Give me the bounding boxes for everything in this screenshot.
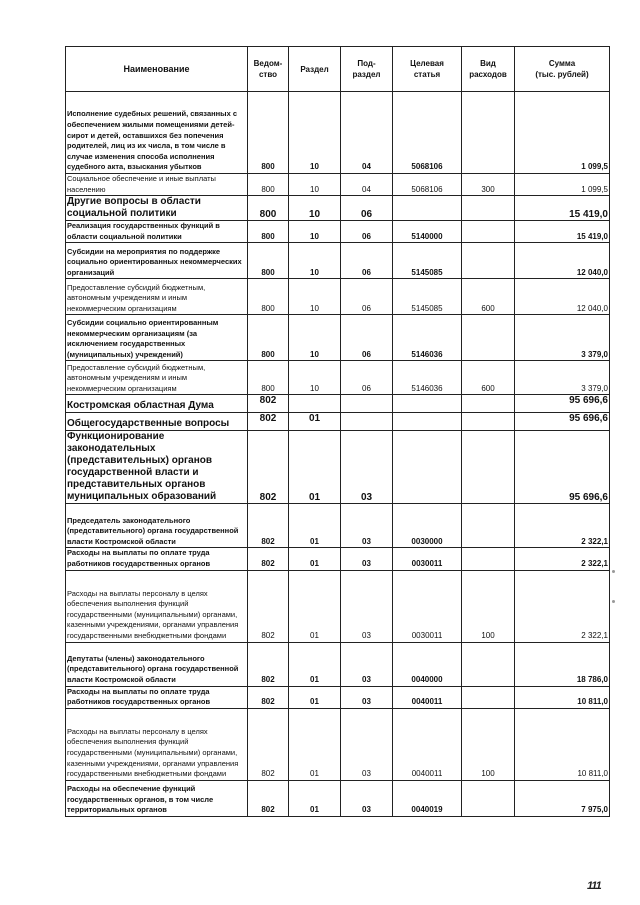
row-vid: 600 xyxy=(462,361,515,395)
row-sum: 95 696,6 xyxy=(515,413,610,431)
row-name: Функционирование законодательных (представительных) органов государственной власти и представительных органов муниципальных образований xyxy=(66,431,248,504)
table-row xyxy=(66,504,610,548)
row-razdel: 01 xyxy=(289,504,341,548)
row-ved: 802 xyxy=(248,642,289,686)
row-target: 0040011 xyxy=(393,686,462,708)
row-sum: 12 040,0 xyxy=(515,279,610,315)
row-podrazdel: 03 xyxy=(341,780,393,816)
row-vid xyxy=(462,548,515,570)
row-ved: 800 xyxy=(248,174,289,196)
table-row xyxy=(66,686,610,708)
header-sum: Сумма (тыс. рублей) xyxy=(515,47,610,92)
header-ved: Ведом- ство xyxy=(248,47,289,92)
row-vid xyxy=(462,686,515,708)
row-vid: 300 xyxy=(462,174,515,196)
row-sum: 15 419,0 xyxy=(515,221,610,243)
scan-speck xyxy=(612,600,615,603)
header-vid: Вид расходов xyxy=(462,47,515,92)
row-target xyxy=(393,395,462,413)
table-row xyxy=(66,243,610,279)
row-razdel: 01 xyxy=(289,413,341,431)
row-vid: 100 xyxy=(462,570,515,642)
table-row xyxy=(66,92,610,174)
row-ved: 800 xyxy=(248,92,289,174)
row-razdel: 01 xyxy=(289,708,341,780)
row-podrazdel: 06 xyxy=(341,243,393,279)
header-row xyxy=(66,47,610,92)
row-ved: 802 xyxy=(248,504,289,548)
row-name: Субсидии на мероприятия по поддержке социально ориентированных некоммерческих организаций xyxy=(66,243,248,279)
row-razdel: 01 xyxy=(289,780,341,816)
row-sum: 2 322,1 xyxy=(515,504,610,548)
header-target: Целевая статья xyxy=(393,47,462,92)
table-row xyxy=(66,780,610,816)
table-row xyxy=(66,361,610,395)
row-vid xyxy=(462,315,515,361)
row-target xyxy=(393,196,462,221)
row-name: Расходы на выплаты персоналу в целях обеспечения выполнения функций государственными (муниципальными) органами, казенными учреждениями, органами управления государственными внебюджетными фондами xyxy=(66,708,248,780)
budget-table xyxy=(65,46,610,817)
table-row xyxy=(66,431,610,504)
row-name: Социальное обеспечение и иные выплаты населению xyxy=(66,174,248,196)
row-sum: 10 811,0 xyxy=(515,686,610,708)
row-name: Костромская областная Дума xyxy=(66,395,248,413)
row-podrazdel: 04 xyxy=(341,92,393,174)
row-razdel: 10 xyxy=(289,315,341,361)
row-target: 5146036 xyxy=(393,361,462,395)
row-sum: 10 811,0 xyxy=(515,708,610,780)
row-razdel: 10 xyxy=(289,361,341,395)
row-ved: 802 xyxy=(248,686,289,708)
row-vid xyxy=(462,504,515,548)
row-target: 5145085 xyxy=(393,243,462,279)
row-podrazdel: 03 xyxy=(341,431,393,504)
table-row xyxy=(66,315,610,361)
row-target: 5068106 xyxy=(393,92,462,174)
row-ved: 802 xyxy=(248,570,289,642)
row-podrazdel: 06 xyxy=(341,196,393,221)
row-podrazdel: 03 xyxy=(341,570,393,642)
row-razdel: 01 xyxy=(289,686,341,708)
row-target xyxy=(393,413,462,431)
row-vid xyxy=(462,92,515,174)
row-sum: 3 379,0 xyxy=(515,315,610,361)
row-name: Исполнение судебных решений, связанных с обеспечением жилыми помещениями детей-сирот и детей, оставшихся без попечения родителей, лиц из их числа, в том числе в случае изменения способа исполнения судебного акта, взыскания убытков xyxy=(66,92,248,174)
row-target: 0030011 xyxy=(393,570,462,642)
row-sum: 95 696,6 xyxy=(515,431,610,504)
row-vid xyxy=(462,395,515,413)
row-podrazdel xyxy=(341,413,393,431)
row-target: 5145085 xyxy=(393,279,462,315)
table-row xyxy=(66,570,610,642)
row-podrazdel: 03 xyxy=(341,708,393,780)
row-razdel: 01 xyxy=(289,570,341,642)
page-mark: 111 xyxy=(587,880,601,892)
row-target: 5146036 xyxy=(393,315,462,361)
row-vid xyxy=(462,431,515,504)
row-vid xyxy=(462,642,515,686)
row-sum: 18 786,0 xyxy=(515,642,610,686)
table-row xyxy=(66,196,610,221)
header-name: Наименование xyxy=(66,47,248,92)
row-name: Расходы на выплаты по оплате труда работников государственных органов xyxy=(66,686,248,708)
row-razdel: 10 xyxy=(289,279,341,315)
table-row xyxy=(66,395,610,413)
row-podrazdel: 04 xyxy=(341,174,393,196)
row-razdel: 10 xyxy=(289,92,341,174)
row-sum: 15 419,0 xyxy=(515,196,610,221)
row-ved: 802 xyxy=(248,708,289,780)
row-razdel: 10 xyxy=(289,174,341,196)
row-razdel: 01 xyxy=(289,548,341,570)
row-target: 5068106 xyxy=(393,174,462,196)
row-ved: 800 xyxy=(248,279,289,315)
row-target: 0030000 xyxy=(393,504,462,548)
row-name: Предоставление субсидий бюджетным, автономным учреждениям и иным некоммерческим организациям xyxy=(66,279,248,315)
row-target: 0040019 xyxy=(393,780,462,816)
row-podrazdel: 03 xyxy=(341,548,393,570)
header-razdel: Раздел xyxy=(289,47,341,92)
table-row xyxy=(66,221,610,243)
row-vid: 100 xyxy=(462,708,515,780)
row-target: 0040011 xyxy=(393,708,462,780)
row-sum: 95 696,6 xyxy=(515,395,610,413)
row-ved: 800 xyxy=(248,361,289,395)
row-podrazdel: 03 xyxy=(341,686,393,708)
row-ved: 800 xyxy=(248,243,289,279)
row-razdel: 10 xyxy=(289,221,341,243)
row-vid xyxy=(462,780,515,816)
row-sum: 7 975,0 xyxy=(515,780,610,816)
row-name: Председатель законодательного (представительного) органа государственной власти Костромской области xyxy=(66,504,248,548)
row-ved: 802 xyxy=(248,548,289,570)
row-name: Субсидии социально ориентированным некоммерческим организациям (за исключением государственных (муниципальных) учреждений) xyxy=(66,315,248,361)
table-row xyxy=(66,708,610,780)
row-name: Расходы на выплаты по оплате труда работников государственных органов xyxy=(66,548,248,570)
row-sum: 2 322,1 xyxy=(515,570,610,642)
row-sum: 3 379,0 xyxy=(515,361,610,395)
row-razdel: 10 xyxy=(289,196,341,221)
table-row xyxy=(66,413,610,431)
row-sum: 1 099,5 xyxy=(515,92,610,174)
row-podrazdel xyxy=(341,395,393,413)
table-row xyxy=(66,642,610,686)
row-podrazdel: 06 xyxy=(341,315,393,361)
row-sum: 12 040,0 xyxy=(515,243,610,279)
row-razdel: 01 xyxy=(289,431,341,504)
row-name: Депутаты (члены) законодательного (представительного) органа государственной власти Костромской области xyxy=(66,642,248,686)
row-podrazdel: 06 xyxy=(341,221,393,243)
row-ved: 802 xyxy=(248,395,289,413)
row-razdel: 10 xyxy=(289,243,341,279)
row-sum: 1 099,5 xyxy=(515,174,610,196)
row-vid xyxy=(462,413,515,431)
table-row xyxy=(66,548,610,570)
row-vid xyxy=(462,221,515,243)
row-name: Расходы на обеспечение функций государственных органов, в том числе территориальных органов xyxy=(66,780,248,816)
row-target: 0030011 xyxy=(393,548,462,570)
row-podrazdel: 06 xyxy=(341,361,393,395)
row-name: Другие вопросы в области социальной политики xyxy=(66,196,248,221)
row-name: Расходы на выплаты персоналу в целях обеспечения выполнения функций государственными (муниципальными) органами, казенными учреждениями, органами управления государственными внебюджетными фондами xyxy=(66,570,248,642)
table-row xyxy=(66,174,610,196)
table-row xyxy=(66,279,610,315)
row-name: Общегосударственные вопросы xyxy=(66,413,248,431)
scan-speck xyxy=(612,570,615,573)
row-podrazdel: 03 xyxy=(341,642,393,686)
row-name: Реализация государственных функций в области социальной политики xyxy=(66,221,248,243)
row-sum: 2 322,1 xyxy=(515,548,610,570)
row-target xyxy=(393,431,462,504)
row-ved: 800 xyxy=(248,196,289,221)
row-razdel: 01 xyxy=(289,642,341,686)
row-ved: 802 xyxy=(248,431,289,504)
row-ved: 802 xyxy=(248,413,289,431)
row-ved: 800 xyxy=(248,315,289,361)
row-ved: 800 xyxy=(248,221,289,243)
header-podrazdel: Под- раздел xyxy=(341,47,393,92)
row-vid xyxy=(462,243,515,279)
row-razdel xyxy=(289,395,341,413)
row-name: Предоставление субсидий бюджетным, автономным учреждениям и иным некоммерческим организациям xyxy=(66,361,248,395)
row-vid: 600 xyxy=(462,279,515,315)
row-vid xyxy=(462,196,515,221)
row-podrazdel: 06 xyxy=(341,279,393,315)
row-ved: 802 xyxy=(248,780,289,816)
row-podrazdel: 03 xyxy=(341,504,393,548)
row-target: 0040000 xyxy=(393,642,462,686)
row-target: 5140000 xyxy=(393,221,462,243)
